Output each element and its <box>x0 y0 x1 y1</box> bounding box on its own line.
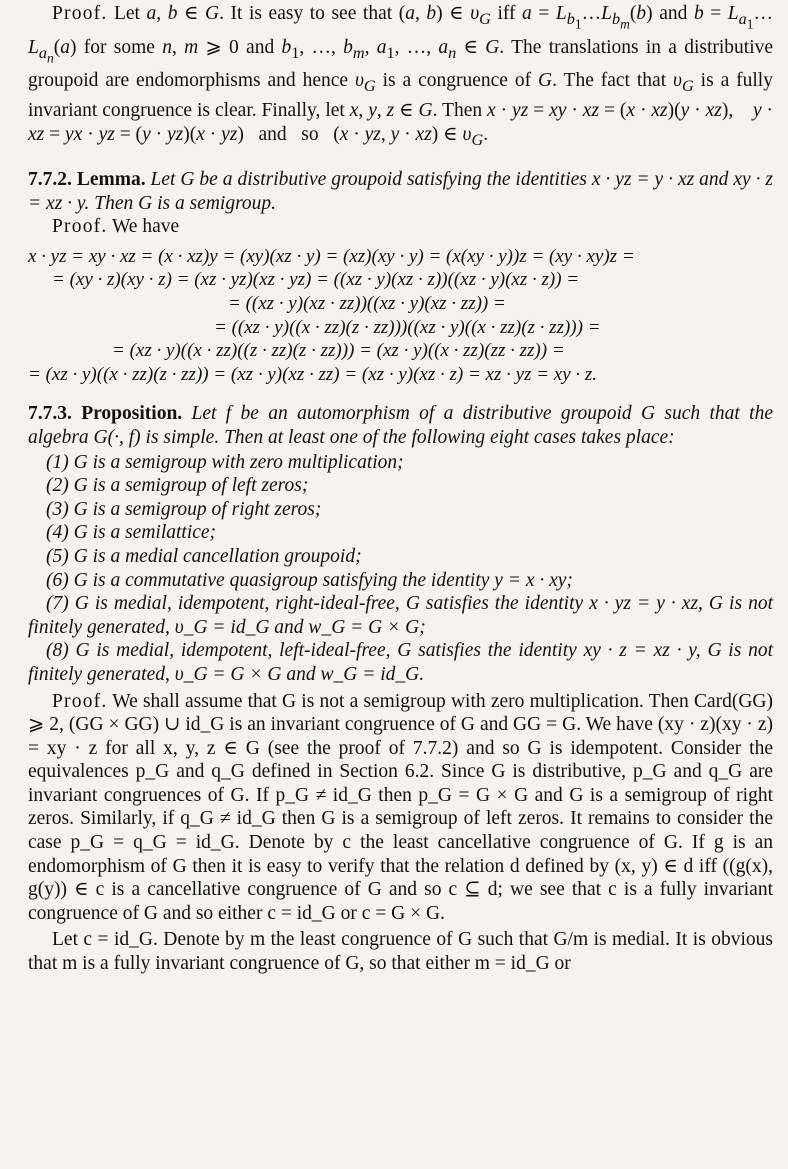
proposition-7-7-3 <box>28 402 773 449</box>
case-item: (1) G is a semigroup with zero multiplication; <box>46 451 404 473</box>
proof-paragraph <box>28 2 773 152</box>
proof-text: We have <box>107 216 180 238</box>
case-item: (5) G is a medial cancellation groupoid; <box>46 545 362 567</box>
case-list <box>28 451 773 687</box>
equation-line: = (xz · y)((x · zz)(z · zz)) = (xz · y)(xz · zz) = (xz · y)(xz · z) = xz · yz = xy · z. <box>28 363 598 385</box>
case-item: (8) G is medial, idempotent, left-ideal-free, G satisfies the identity xy · z = xz · y, G is not finitely generated, υ_G = G × G and w_G = id_G. <box>28 640 773 685</box>
proposition-proof <box>28 690 773 926</box>
equation-line: = (xy · z)(xy · z) = (xz · yz)(xz · yz) = ((xz · y)(xz · z))((xz · y)(xz · z)) = <box>52 269 580 291</box>
lemma-number: 7.7.2. Lemma. <box>28 169 146 191</box>
proof-label: Proof. <box>52 3 108 24</box>
lemma-statement: Let G be a distributive groupoid satisfying the identities x · yz = y · xz and xy · z = xz · y. Then G is a semigroup. <box>28 169 773 214</box>
proposition-statement: Let f be an automorphism of a distributive groupoid G such that the algebra G(·, f) is simple. Then at least one of the following eight cases takes place: <box>28 403 773 448</box>
equation-block <box>28 245 773 387</box>
equation-line: = ((xz · y)((x · zz)(z · zz)))((xz · y)((x · zz)(z · zz))) = <box>214 316 601 338</box>
case-item: (7) G is medial, idempotent, right-ideal-free, G satisfies the identity x · yz = y · xz, G is not finitely generated, υ_G = id_G and w_G = G × G; <box>28 593 773 638</box>
proof-label: Proof. <box>52 216 108 238</box>
case-item: (4) G is a semilattice; <box>46 522 217 544</box>
proof-text: We shall assume that G is not a semigroup with zero multiplication. Then Card(GG) ⩾ 2, (GG × GG) ∪ id_G is an invariant congruence of G and GG = G. We have (xy · z)(xy · z) = xy · z for all x, y, z ∈ G (see the proof of 7.7.2) and so G is idempotent. Consider the equivalences p_G and q_G defined in Section 6.2. Since G is distributive, p_G and q_G are invariant congruences of G. If p_G ≠ id_G then p_G = G × G and G is a semigroup of right zeros. Similarly, if q_G ≠ id_G then G is a semigroup of left zeros. It remains to consider the case p_G = q_G = id_G. Denote by c the least cancellative congruence of G. If g is an endomorphism of G then it is easy to verify that the relation d defined by (x, y) ∈ d iff ((g(x), g(y)) ∈ c is a cancellative congruence of G and so c ⊆ d; we see that c is a fully invariant congruence of G and so either c = id_G or c = G × G. <box>28 690 773 924</box>
proof-text: Let a, b ∈ G. It is easy to see that (a, b) ∈ $\upsilon_G$ iff $a = L_{b_1}\dots L_{b_m}(b)$ and $b = L_{a_1}\dots L_{a_n}(a)$ for some n, m ⩾ 0 and $b_1$, …, $b_m$, $a_1$, …, $a_n$ ∈ G. The translations in a distributive groupoid are endomorphisms and hence $\upsilon_G$ is a congruence of G. The fact that $\upsilon_G$ is a fully invariant congruence is clear. Finally, let x, y, z ∈ G. Then x · yz = xy · xz = (x · xz)(y · xz), y · xz = yx · yz = (y · yz)(x · yz) and so (x · yz, y · xz) ∈ $\upsilon_G$. <box>28 3 774 149</box>
case-item: (2) G is a semigroup of left zeros; <box>46 475 309 497</box>
equation-line: x · yz = xy · xz = (x · xz)y = (xy)(xz · y) = (xz)(xy · y) = (x(xy · y))z = (xy · xy)z = <box>28 245 635 267</box>
proof-label: Proof. <box>52 690 108 712</box>
proposition-number: 7.7.3. Proposition. <box>28 403 183 425</box>
case-item: (3) G is a semigroup of right zeros; <box>46 498 322 520</box>
lemma-7-7-2 <box>28 168 773 215</box>
final-paragraph: Let c = id_G. Denote by m the least congruence of G such that G/m is medial. It is obvious that m is a fully invariant congruence of G, so that either m = id_G or <box>28 929 773 975</box>
equation-line: = ((xz · y)(xz · zz))((xz · y)(xz · zz)) = <box>228 293 506 314</box>
case-item: (6) G is a commutative quasigroup satisfying the identity y = x · xy; <box>46 569 573 591</box>
equation-line: = (xz · y)((x · zz)((z · zz)(z · zz))) = (xz · y)((x · zz)(zz · zz)) = <box>112 340 565 362</box>
lemma-proof <box>28 215 773 239</box>
